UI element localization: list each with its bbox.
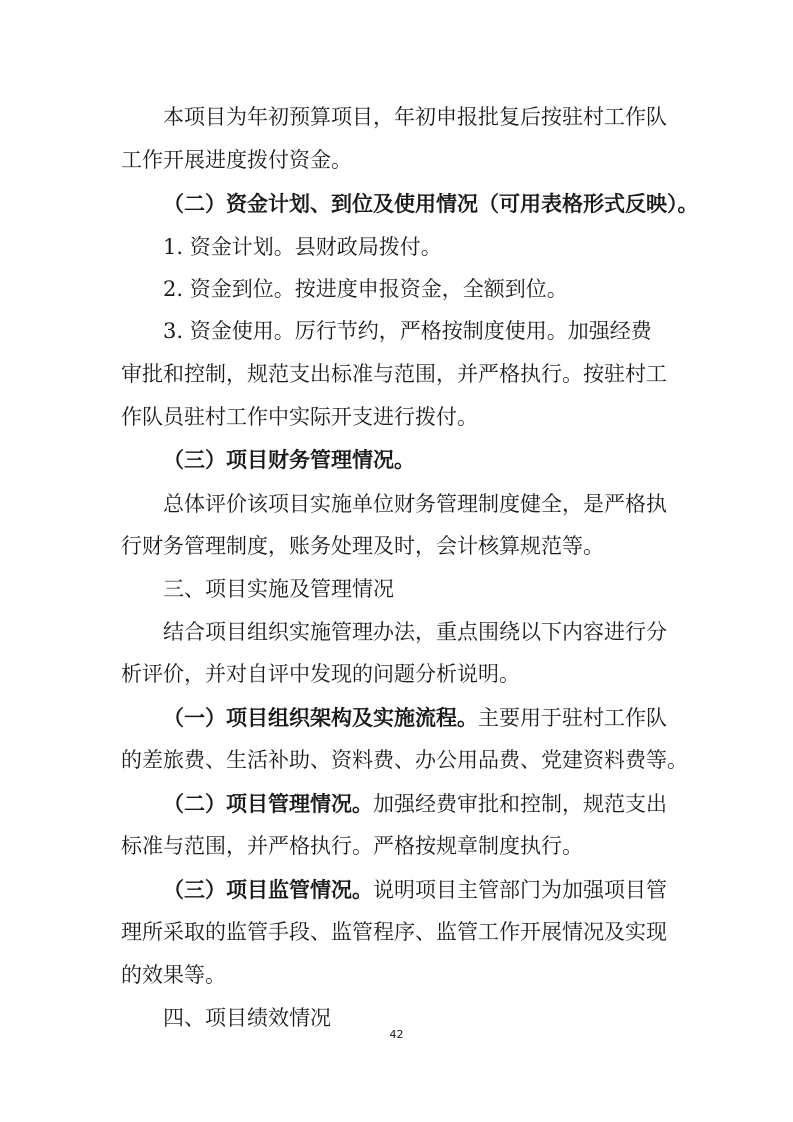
list-item-fund-plan: 1. 资金计划。县财政局拨付。 xyxy=(163,235,442,259)
subheading-supervision: （三）项目监管情况。 xyxy=(163,878,373,902)
subheading-management: （二）项目管理情况。 xyxy=(163,792,373,816)
paragraph-line: 审批和控制，规范支出标准与范围，并严格执行。按驻村工 xyxy=(121,362,667,386)
paragraph-line: 作队员驻村工作中实际开支进行拨付。 xyxy=(121,405,478,429)
paragraph-line: 标准与范围，并严格执行。严格按规章制度执行。 xyxy=(121,834,583,858)
paragraph-line: 结合项目组织实施管理办法，重点围绕以下内容进行分 xyxy=(163,620,667,644)
list-item-fund-use: 3. 资金使用。厉行节约，严格按制度使用。加强经费 xyxy=(163,319,652,343)
paragraph-supervision: （三）项目监管情况。说明项目主管部门为加强项目管 xyxy=(163,878,667,902)
section-heading-funds: （二）资金计划、到位及使用情况（可用表格形式反映）。 xyxy=(163,192,699,216)
paragraph-org: （一）项目组织架构及实施流程。主要用于驻村工作队 xyxy=(163,706,667,730)
paragraph-line: 工作开展进度拨付资金。 xyxy=(121,148,352,172)
section-heading-performance: 四、项目绩效情况 xyxy=(163,1006,331,1030)
paragraph-line: 的效果等。 xyxy=(121,963,226,987)
paragraph-line: 总体评价该项目实施单位财务管理制度健全，是严格执 xyxy=(163,492,667,516)
section-heading-implementation: 三、项目实施及管理情况 xyxy=(163,577,394,601)
subheading-org: （一）项目组织架构及实施流程。 xyxy=(163,706,478,730)
paragraph-line: 本项目为年初预算项目，年初申报批复后按驻村工作队 xyxy=(163,105,667,129)
paragraph-line: 理所采取的监管手段、监管程序、监管工作开展情况及实现 xyxy=(121,920,667,944)
page-number: 42 xyxy=(389,1028,404,1041)
paragraph-line: 的差旅费、生活补助、资料费、办公用品费、党建资料费等。 xyxy=(121,748,688,772)
paragraph-line: 析评价，并对自评中发现的问题分析说明。 xyxy=(121,662,520,686)
section-heading-finance: （三）项目财务管理情况。 xyxy=(163,448,415,472)
list-item-fund-arrival: 2. 资金到位。按进度申报资金，全额到位。 xyxy=(163,277,568,301)
paragraph-management: （二）项目管理情况。加强经费审批和控制，规范支出 xyxy=(163,792,667,816)
paragraph-line: 行财务管理制度，账务处理及时，会计核算规范等。 xyxy=(121,534,604,558)
